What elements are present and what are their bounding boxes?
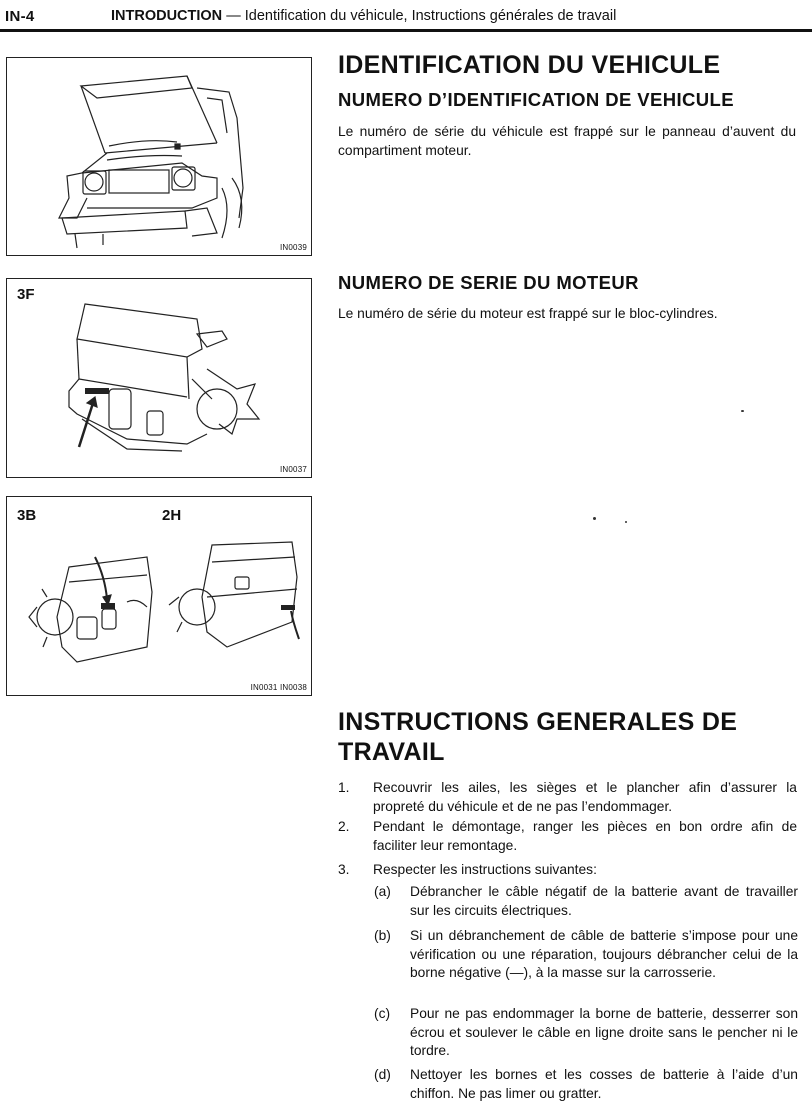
subitem-letter: (c)	[374, 1006, 391, 1021]
title-general-instructions-line1: INSTRUCTIONS GENERALES DE	[338, 708, 738, 736]
heading-vin: NUMERO D’IDENTIFICATION DE VEHICULE	[338, 89, 734, 110]
subitem-letter: (b)	[374, 928, 391, 943]
item-text: Recouvrir les ailes, les sièges et le plancher afin d’assurer la propreté du véhicule et de ne pas l’endommager.	[373, 780, 797, 814]
figure-engine-3f	[6, 278, 312, 478]
page-number: IN-4	[5, 8, 35, 25]
running-title	[111, 8, 616, 24]
scan-artifact	[741, 410, 744, 412]
engine-label-3f: 3F	[17, 286, 35, 303]
figure-code: IN0031 IN0038	[250, 683, 307, 692]
instruction-item-2	[338, 818, 798, 858]
instruction-item-1	[338, 779, 798, 819]
instruction-subitem-a	[374, 883, 798, 923]
page-header	[0, 0, 812, 30]
item-number: 1.	[338, 780, 350, 795]
item-number: 3.	[338, 862, 350, 877]
scan-artifact	[625, 521, 627, 523]
paragraph-vin: Le numéro de série du véhicule est frappé sur le panneau d’auvent du compartiment moteur.	[338, 124, 796, 158]
subitem-text: Pour ne pas endommager la borne de batterie, desserrer son écrou et soulever le câble en ligne droite sans le pencher ni le tordre.	[410, 1006, 798, 1058]
instruction-item-3	[338, 861, 798, 881]
vehicle-illustration	[7, 58, 311, 255]
subitem-text: Débrancher le câble négatif de la batterie avant de travailler sur les circuits électriques.	[410, 884, 798, 918]
item-text: Respecter les instructions suivantes:	[373, 862, 597, 877]
engines-3b-2h-illustration	[7, 497, 311, 695]
section-subtitle: — Identification du véhicule, Instructions générales de travail	[226, 8, 617, 24]
section-name: INTRODUCTION	[111, 8, 223, 24]
title-general-instructions-line2: TRAVAIL	[338, 738, 445, 766]
item-number: 2.	[338, 819, 350, 834]
figure-vehicle-hood-open	[6, 57, 312, 256]
figure-code: IN0037	[280, 465, 307, 474]
subitem-text: Nettoyer les bornes et les cosses de batterie à l’aide d’un chiffon. Ne pas limer ou gratter.	[410, 1067, 798, 1101]
paragraph-engine-serial: Le numéro de série du moteur est frappé sur le bloc-cylindres.	[338, 306, 718, 321]
subitem-letter: (a)	[374, 884, 391, 899]
figure-code: IN0039	[280, 243, 307, 252]
instruction-subitem-b	[374, 927, 798, 1003]
engine-label-2h: 2H	[162, 507, 182, 524]
subitem-letter: (d)	[374, 1067, 391, 1082]
figure-engines-3b-2h	[6, 496, 312, 696]
scan-artifact	[593, 517, 596, 520]
heading-engine-serial: NUMERO DE SERIE DU MOTEUR	[338, 272, 639, 293]
subitem-text: Si un débranchement de câble de batterie s’impose pour une vérification ou une réparation, toujours débrancher celui de la borne négative (—), à la masse sur la carrosserie.	[410, 928, 798, 980]
engine-label-3b: 3B	[17, 507, 37, 524]
header-rule	[0, 29, 812, 32]
engine-3f-illustration	[7, 279, 311, 477]
item-text: Pendant le démontage, ranger les pièces en bon ordre afin de faciliter leur remontage.	[373, 819, 797, 853]
title-vehicle-identification: IDENTIFICATION DU VEHICULE	[338, 51, 721, 79]
instruction-subitem-d	[374, 1066, 798, 1106]
instruction-subitem-c	[374, 1005, 798, 1063]
